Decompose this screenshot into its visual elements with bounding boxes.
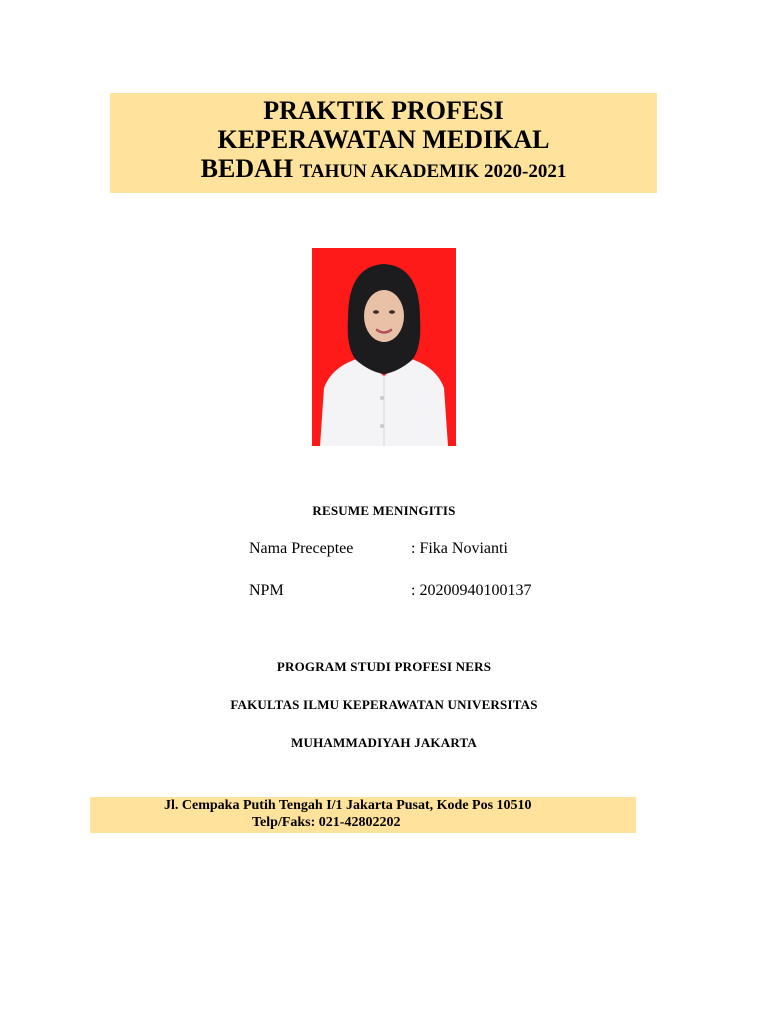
npm-label: NPM — [249, 582, 284, 599]
address-banner — [90, 797, 636, 833]
title-line-2: KEPERAWATAN MEDIKAL — [217, 125, 550, 154]
program-name: PROGRAM STUDI PROFESI NERS — [276, 659, 492, 674]
faculty-name: FAKULTAS ILMU KEPERAWATAN UNIVERSITAS — [230, 697, 538, 712]
document-title: RESUME MENINGITIS — [312, 503, 456, 518]
address-phone: Telp/Faks: 021-42802202 — [252, 815, 401, 830]
academic-year: TAHUN AKADEMIK 2020-2021 — [299, 161, 567, 182]
preceptee-label: Nama Preceptee — [249, 540, 354, 557]
title-line-3-large: BEDAH — [200, 154, 294, 183]
address-street: Jl. Cempaka Putih Tengah I/1 Jakarta Pusat, Kode Pos 10510 — [164, 798, 532, 813]
university-name: MUHAMMADIYAH JAKARTA — [291, 735, 477, 750]
title-line-1: PRAKTIK PROFESI — [263, 96, 504, 125]
title-line-3 — [110, 154, 657, 186]
student-photo — [312, 248, 456, 446]
title-banner — [110, 93, 657, 193]
preceptee-value: : Fika Novianti — [411, 540, 508, 557]
npm-value: : 20200940100137 — [411, 582, 532, 599]
